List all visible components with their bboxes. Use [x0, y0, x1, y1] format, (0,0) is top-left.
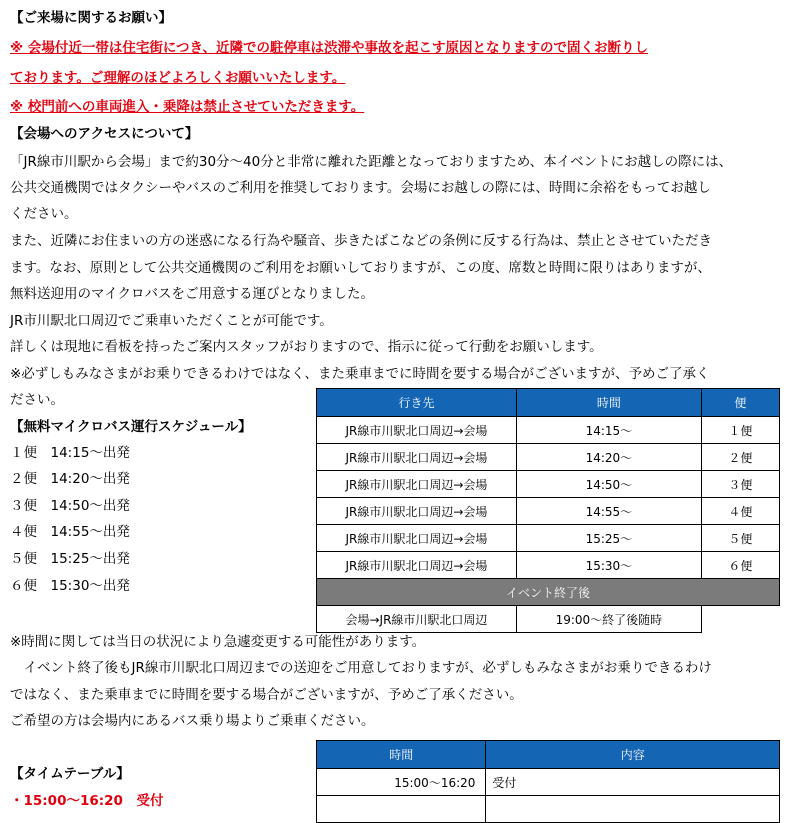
bus-destination-cell: JR線市川駅北口周辺→会場	[317, 525, 517, 552]
access-heading: 【会場へのアクセスについて】	[10, 126, 199, 142]
bus-destination-cell: JR線市川駅北口周辺→会場	[317, 552, 517, 579]
schedule-item: １便 14:15～出発	[10, 445, 130, 461]
access-line: ください。	[10, 206, 78, 222]
table-row	[317, 444, 780, 471]
access-line: ます。なお、原則として公共交通機関のご利用をお願いしておりますが、この度、席数と時間に限りはありますが、	[10, 260, 711, 276]
timetable-partial-line: ・15:00～16:20 受付	[10, 793, 164, 809]
timetable-time-cell: 15:00～16:20	[317, 769, 486, 796]
bus-time-cell: 14:55～	[516, 498, 701, 525]
timetable-col-time: 時間	[317, 741, 486, 769]
table-row	[317, 471, 780, 498]
table-row	[317, 552, 780, 579]
table-row	[317, 525, 780, 552]
bus-number-cell: ２便	[701, 444, 779, 471]
bus-col-number: 便	[701, 389, 779, 417]
access-line: JR市川駅北口周辺でご乗車いただくことが可能です。	[10, 313, 333, 329]
notice-red-line-2: ております。ご理解のほどよろしくお願いいたします。	[10, 70, 346, 86]
schedule-heading: 【無料マイクロバス運行スケジュール】	[10, 419, 252, 435]
bus-destination-cell: JR線市川駅北口周辺→会場	[317, 417, 517, 444]
schedule-item: ３便 14:50～出発	[10, 498, 130, 514]
table-row	[317, 417, 780, 444]
bus-col-time: 時間	[516, 389, 701, 417]
bus-time-cell: 15:30～	[516, 552, 701, 579]
table-row	[317, 498, 780, 525]
bus-number-cell: ６便	[701, 552, 779, 579]
schedule-item: ５便 15:25～出発	[10, 551, 130, 567]
schedule-item: ４便 14:55～出発	[10, 524, 130, 540]
bus-schedule-table	[316, 388, 780, 633]
notice-red-line-1: ※ 会場付近一帯は住宅街につき、近隣での駐停車は渋滞や事故を起こす原因となりますので固くお断りし	[10, 40, 649, 56]
bus-number-cell: ５便	[701, 525, 779, 552]
after-line: ご希望の方は会場内にあるバス乗り場よりご乗車ください。	[10, 713, 375, 729]
timetable-table	[316, 740, 780, 823]
access-line: ださい。	[10, 392, 64, 408]
return-blank-cell	[701, 606, 779, 633]
table-row	[317, 606, 780, 633]
bus-number-cell: ３便	[701, 471, 779, 498]
bus-time-cell: 15:25～	[516, 525, 701, 552]
bus-time-cell: 14:50～	[516, 471, 701, 498]
access-line: ※必ずしもみなさまがお乗りできるわけではなく、また乗車までに時間を要する場合がございますが、予めご了承く	[10, 366, 710, 382]
table-row	[317, 579, 780, 606]
access-line: 「JR線市川駅から会場」まで約30分～40分と非常に離れた距離となっておりますため、本イベントにお越しの際には、	[10, 154, 733, 170]
access-line: 公共交通機関ではタクシーやバスのご利用を推奨しております。会場にお越しの際には、時間に余裕をもってお越し	[10, 180, 711, 196]
return-destination-cell: 会場→JR線市川駅北口周辺	[317, 606, 517, 633]
access-line: また、近隣にお住まいの方の迷惑になる行為や騒音、歩きたばこなどの条例に反する行為は、禁止とさせていただき	[10, 233, 712, 249]
bus-time-cell: 14:15～	[516, 417, 701, 444]
bus-destination-cell: JR線市川駅北口周辺→会場	[317, 444, 517, 471]
schedule-item: ２便 14:20～出発	[10, 471, 130, 487]
bus-destination-cell: JR線市川駅北口周辺→会場	[317, 471, 517, 498]
bus-col-destination: 行き先	[317, 389, 517, 417]
table-row	[317, 769, 780, 796]
timetable-content-cell: 受付	[486, 769, 780, 796]
bus-number-cell: ４便	[701, 498, 779, 525]
access-line: 無料送迎用のマイクロバスをご用意する運びとなりました。	[10, 286, 374, 302]
schedule-item: ６便 15:30～出発	[10, 578, 130, 594]
after-line: ではなく、また乗車までに時間を要する場合がございますが、予めご了承ください。	[10, 687, 523, 703]
notice-heading: 【ご来場に関するお願い】	[10, 10, 172, 26]
access-line: 詳しくは現地に看板を持ったご案内スタッフがおりますので、指示に従って行動をお願いします。	[10, 339, 603, 355]
after-line: ※時間に関しては当日の状況により急遽変更する可能性があります。	[10, 634, 426, 650]
after-line: イベント終了後もJR線市川駅北口周辺までの送迎をご用意しておりますが、必ずしもみなさまがお乗りできるわけ	[10, 660, 712, 676]
return-time-cell: 19:00～終了後随時	[516, 606, 701, 633]
timetable-col-content: 内容	[486, 741, 780, 769]
bus-destination-cell: JR線市川駅北口周辺→会場	[317, 498, 517, 525]
notice-red-line-3: ※ 校門前への車両進入・乗降は禁止させていただきます。	[10, 99, 365, 115]
bus-number-cell: １便	[701, 417, 779, 444]
timetable-heading: 【タイムテーブル】	[10, 766, 130, 782]
bus-time-cell: 14:20～	[516, 444, 701, 471]
after-event-subheader: イベント終了後	[317, 579, 780, 606]
